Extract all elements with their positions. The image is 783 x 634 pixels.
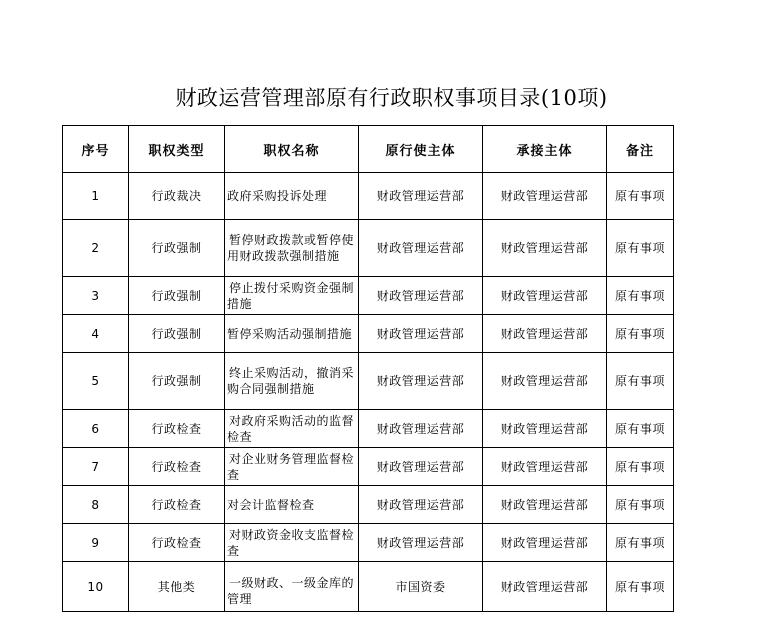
cell-receiving-body: 财政管理运营部 — [483, 315, 607, 353]
cell-type: 行政裁决 — [129, 173, 225, 220]
cell-name: 对政府采购活动的监督检查 — [225, 410, 359, 448]
cell-note: 原有事项 — [607, 410, 674, 448]
cell-original-body: 财政管理运营部 — [359, 486, 483, 524]
cell-type: 行政强制 — [129, 353, 225, 410]
cell-original-body: 财政管理运营部 — [359, 277, 483, 315]
cell-type: 行政检查 — [129, 448, 225, 486]
cell-receiving-body: 财政管理运营部 — [483, 486, 607, 524]
cell-seq: 6 — [63, 410, 129, 448]
cell-type: 行政强制 — [129, 277, 225, 315]
cell-original-body: 财政管理运营部 — [359, 410, 483, 448]
header-seq: 序号 — [63, 126, 129, 173]
cell-original-body: 市国资委 — [359, 562, 483, 612]
cell-receiving-body: 财政管理运营部 — [483, 448, 607, 486]
table-row — [63, 173, 674, 220]
table-row — [63, 410, 674, 448]
cell-name: 终止采购活动，撤消采购合同强制措施 — [225, 353, 359, 410]
cell-receiving-body: 财政管理运营部 — [483, 353, 607, 410]
cell-receiving-body: 财政管理运营部 — [483, 277, 607, 315]
cell-seq: 5 — [63, 353, 129, 410]
table-row — [63, 353, 674, 410]
cell-type: 其他类 — [129, 562, 225, 612]
cell-name: 政府采购投诉处理 — [225, 173, 359, 220]
cell-original-body: 财政管理运营部 — [359, 524, 483, 562]
cell-receiving-body: 财政管理运营部 — [483, 562, 607, 612]
cell-seq: 2 — [63, 220, 129, 277]
cell-note: 原有事项 — [607, 486, 674, 524]
table-row — [63, 562, 674, 612]
cell-name: 对企业财务管理监督检查 — [225, 448, 359, 486]
authority-catalog-table — [62, 125, 674, 612]
document-title: 财政运营管理部原有行政职权事项目录(10项) — [175, 86, 608, 110]
cell-type: 行政强制 — [129, 220, 225, 277]
cell-receiving-body: 财政管理运营部 — [483, 220, 607, 277]
header-original-body: 原行使主体 — [359, 126, 483, 173]
table-row — [63, 315, 674, 353]
cell-receiving-body: 财政管理运营部 — [483, 173, 607, 220]
cell-note: 原有事项 — [607, 315, 674, 353]
cell-receiving-body: 财政管理运营部 — [483, 410, 607, 448]
cell-seq: 3 — [63, 277, 129, 315]
cell-type: 行政检查 — [129, 410, 225, 448]
cell-original-body: 财政管理运营部 — [359, 315, 483, 353]
cell-seq: 9 — [63, 524, 129, 562]
header-name: 职权名称 — [225, 126, 359, 173]
cell-seq: 4 — [63, 315, 129, 353]
header-receiving-body: 承接主体 — [483, 126, 607, 173]
cell-seq: 10 — [63, 562, 129, 612]
cell-type: 行政强制 — [129, 315, 225, 353]
cell-seq: 7 — [63, 448, 129, 486]
cell-note: 原有事项 — [607, 448, 674, 486]
cell-note: 原有事项 — [607, 524, 674, 562]
cell-original-body: 财政管理运营部 — [359, 173, 483, 220]
header-type: 职权类型 — [129, 126, 225, 173]
cell-original-body: 财政管理运营部 — [359, 353, 483, 410]
cell-note: 原有事项 — [607, 173, 674, 220]
cell-name: 对财政资金收支监督检查 — [225, 524, 359, 562]
table-row — [63, 524, 674, 562]
cell-original-body: 财政管理运营部 — [359, 448, 483, 486]
header-note: 备注 — [607, 126, 674, 173]
cell-type: 行政检查 — [129, 524, 225, 562]
cell-seq: 8 — [63, 486, 129, 524]
table-row — [63, 486, 674, 524]
cell-type: 行政检查 — [129, 486, 225, 524]
cell-seq: 1 — [63, 173, 129, 220]
cell-note: 原有事项 — [607, 353, 674, 410]
cell-note: 原有事项 — [607, 277, 674, 315]
table-row — [63, 277, 674, 315]
cell-receiving-body: 财政管理运营部 — [483, 524, 607, 562]
cell-original-body: 财政管理运营部 — [359, 220, 483, 277]
table-row — [63, 448, 674, 486]
cell-name: 暂停财政拨款或暂停使用财政拨款强制措施 — [225, 220, 359, 277]
cell-name: 一级财政、一级金库的管理 — [225, 562, 359, 612]
cell-note: 原有事项 — [607, 220, 674, 277]
table-header-row — [63, 126, 674, 173]
cell-name: 停止拨付采购资金强制措施 — [225, 277, 359, 315]
cell-name: 对会计监督检查 — [225, 486, 359, 524]
cell-name: 暂停采购活动强制措施 — [225, 315, 359, 353]
table-row — [63, 220, 674, 277]
cell-note: 原有事项 — [607, 562, 674, 612]
